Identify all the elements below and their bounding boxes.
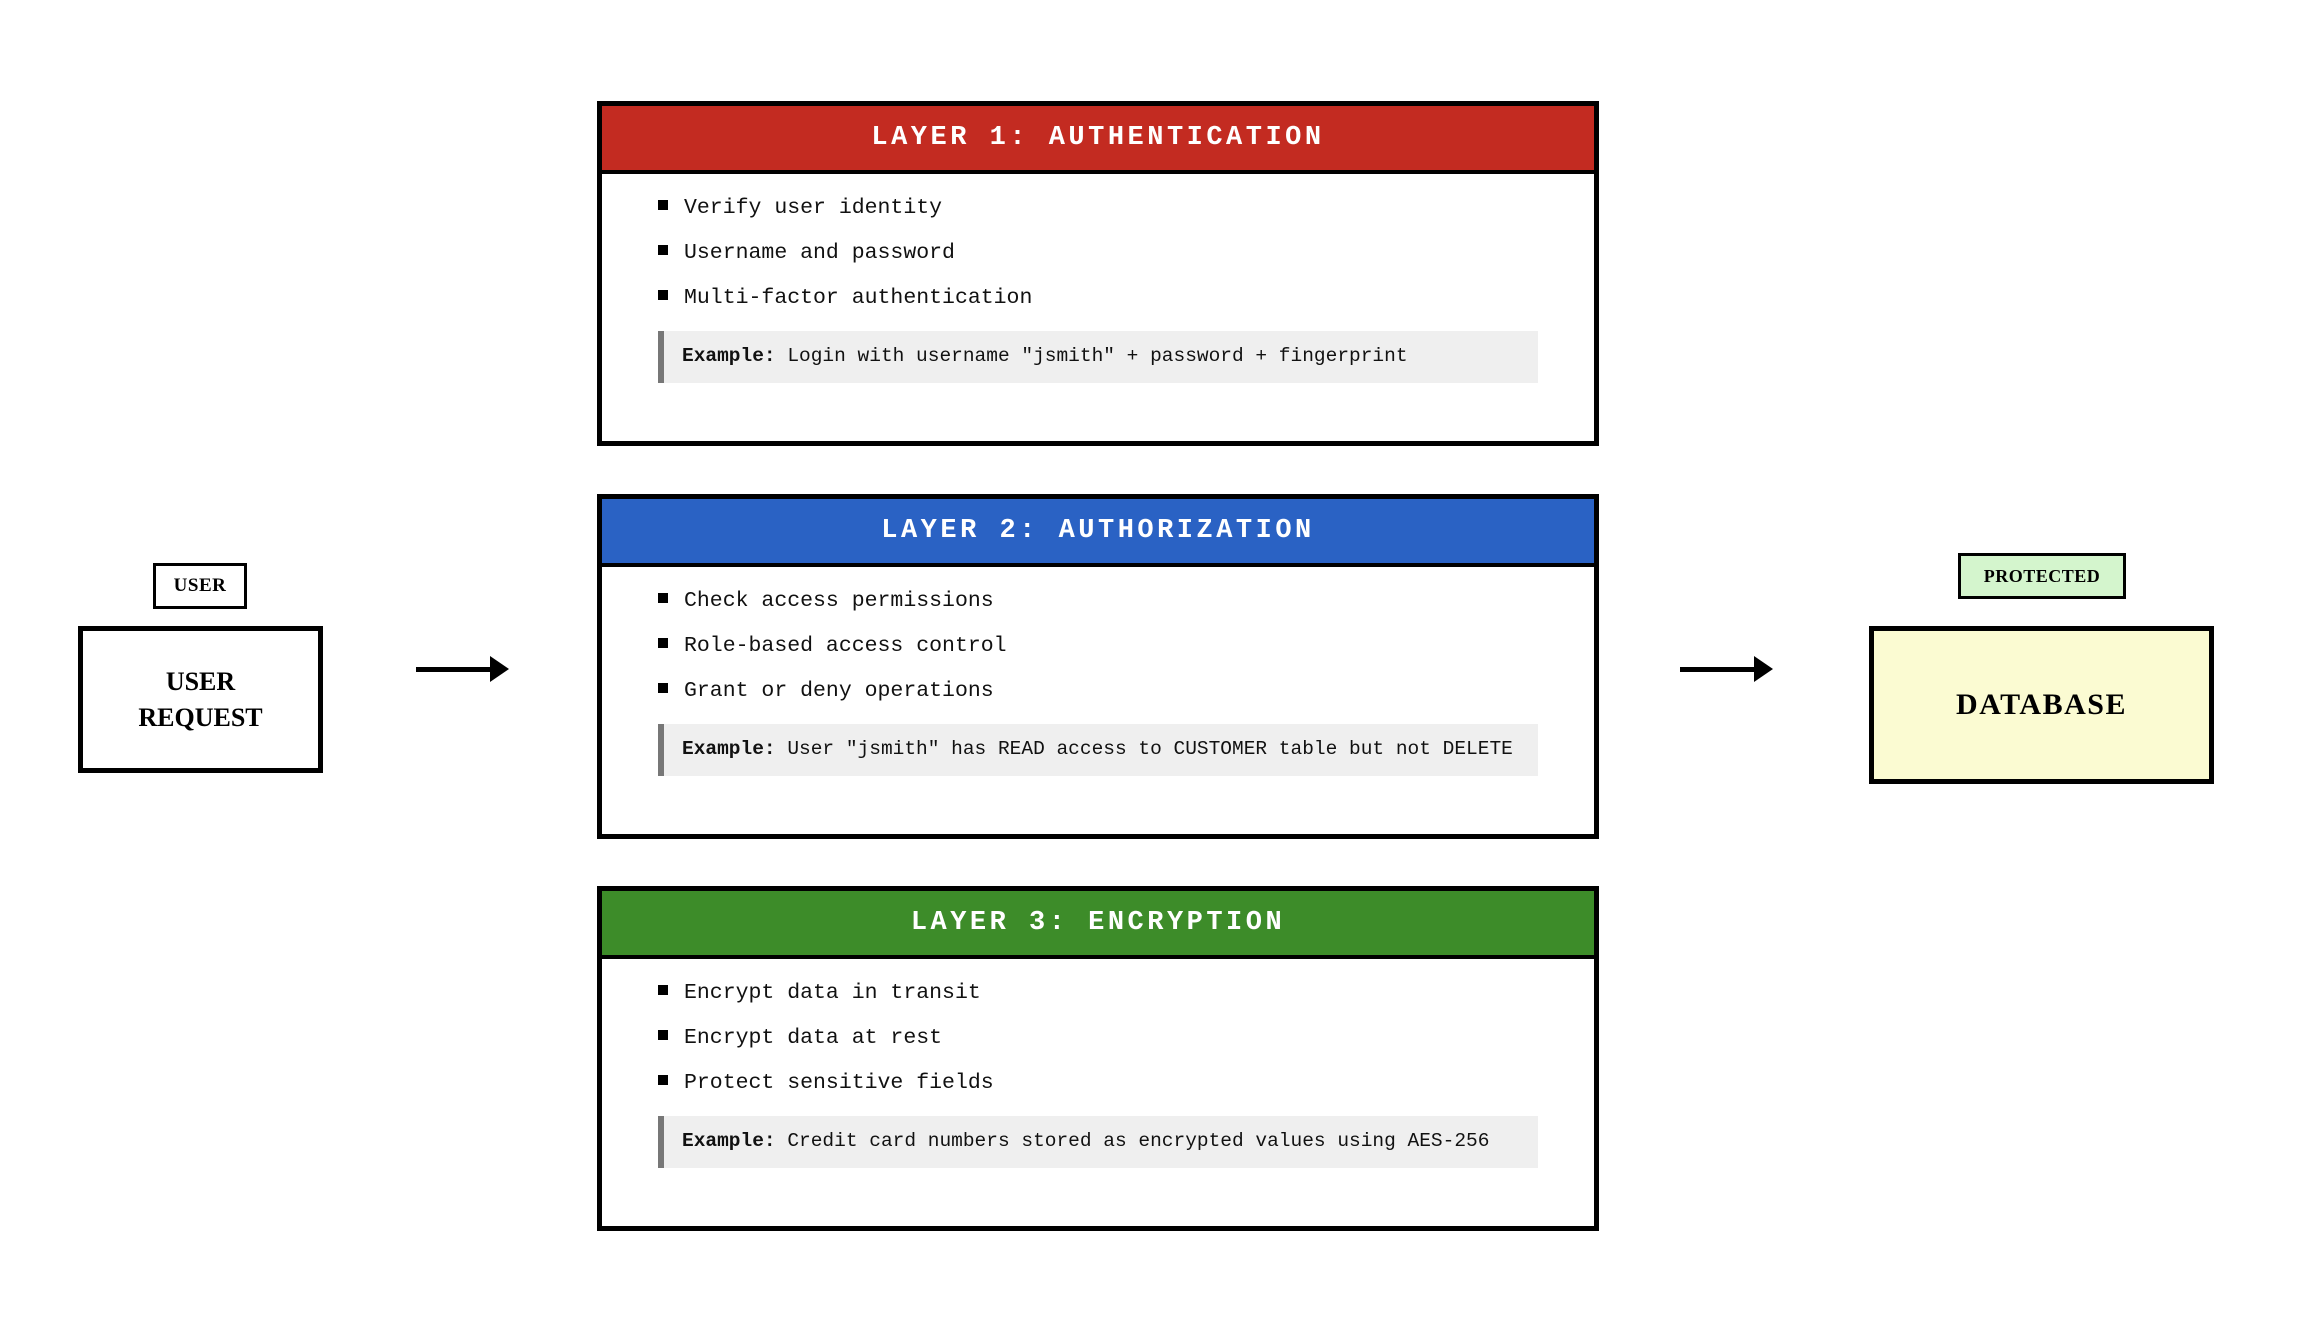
user-tag-label: USER bbox=[173, 575, 227, 596]
layer-3-title: LAYER 3: ENCRYPTION bbox=[910, 908, 1286, 938]
layer-card-authentication bbox=[597, 101, 1599, 446]
list-item bbox=[658, 196, 1538, 220]
protected-tag-label: PROTECTED bbox=[1983, 565, 2101, 586]
bullet-square-icon bbox=[658, 245, 668, 255]
bullet-square-icon bbox=[658, 683, 668, 693]
list-item bbox=[658, 286, 1538, 310]
bullet-text: Grant or deny operations bbox=[684, 679, 994, 703]
bullet-square-icon bbox=[658, 1075, 668, 1085]
layer-1-header bbox=[602, 106, 1594, 174]
list-item bbox=[658, 241, 1538, 265]
bullet-text: Encrypt data at rest bbox=[684, 1026, 943, 1050]
protected-tag bbox=[1958, 553, 2126, 599]
list-item bbox=[658, 1071, 1538, 1095]
bullet-square-icon bbox=[658, 985, 668, 995]
example-text: Credit card numbers stored as encrypted values using AES-256 bbox=[775, 1130, 1490, 1152]
list-item bbox=[658, 679, 1538, 703]
layer-1-example bbox=[658, 331, 1538, 383]
layer-2-header bbox=[602, 499, 1594, 567]
example-label: Example: bbox=[682, 1130, 776, 1152]
arrow-shaft bbox=[416, 667, 491, 672]
bullet-square-icon bbox=[658, 200, 668, 210]
user-tag bbox=[153, 563, 247, 609]
bullet-text: Username and password bbox=[684, 241, 955, 265]
bullet-text: Check access permissions bbox=[684, 589, 994, 613]
layer-2-title: LAYER 2: AUTHORIZATION bbox=[881, 516, 1315, 546]
bullet-text: Protect sensitive fields bbox=[684, 1071, 994, 1095]
layer-1-body bbox=[602, 174, 1594, 383]
bullet-square-icon bbox=[658, 290, 668, 300]
example-label: Example: bbox=[682, 345, 776, 367]
user-request-box bbox=[78, 626, 323, 773]
arrow-head bbox=[490, 656, 509, 682]
bullet-square-icon bbox=[658, 1030, 668, 1040]
bullet-text: Encrypt data in transit bbox=[684, 981, 981, 1005]
layer-3-header bbox=[602, 891, 1594, 959]
layer-3-body bbox=[602, 959, 1594, 1168]
arrow-head bbox=[1754, 656, 1773, 682]
example-text: User "jsmith" has READ access to CUSTOMER table but not DELETE bbox=[775, 738, 1513, 760]
bullet-text: Role-based access control bbox=[684, 634, 1007, 658]
database-label: DATABASE bbox=[1956, 688, 2127, 721]
layer-card-encryption bbox=[597, 886, 1599, 1231]
layer-1-title: LAYER 1: AUTHENTICATION bbox=[871, 123, 1325, 153]
bullet-square-icon bbox=[658, 638, 668, 648]
arrow-shaft bbox=[1680, 667, 1755, 672]
example-label: Example: bbox=[682, 738, 776, 760]
database-box bbox=[1869, 626, 2214, 784]
bullet-text: Verify user identity bbox=[684, 196, 943, 220]
list-item bbox=[658, 634, 1538, 658]
layer-card-authorization bbox=[597, 494, 1599, 839]
list-item bbox=[658, 1026, 1538, 1050]
layer-3-example bbox=[658, 1116, 1538, 1168]
bullet-text: Multi-factor authentication bbox=[684, 286, 1033, 310]
bullet-square-icon bbox=[658, 593, 668, 603]
list-item bbox=[658, 981, 1538, 1005]
layer-2-body bbox=[602, 567, 1594, 776]
user-request-line-1: USER bbox=[165, 667, 236, 697]
example-text: Login with username "jsmith" + password + fingerprint bbox=[775, 345, 1408, 367]
user-request-line-2: REQUEST bbox=[138, 702, 263, 732]
layer-2-example bbox=[658, 724, 1538, 776]
list-item bbox=[658, 589, 1538, 613]
